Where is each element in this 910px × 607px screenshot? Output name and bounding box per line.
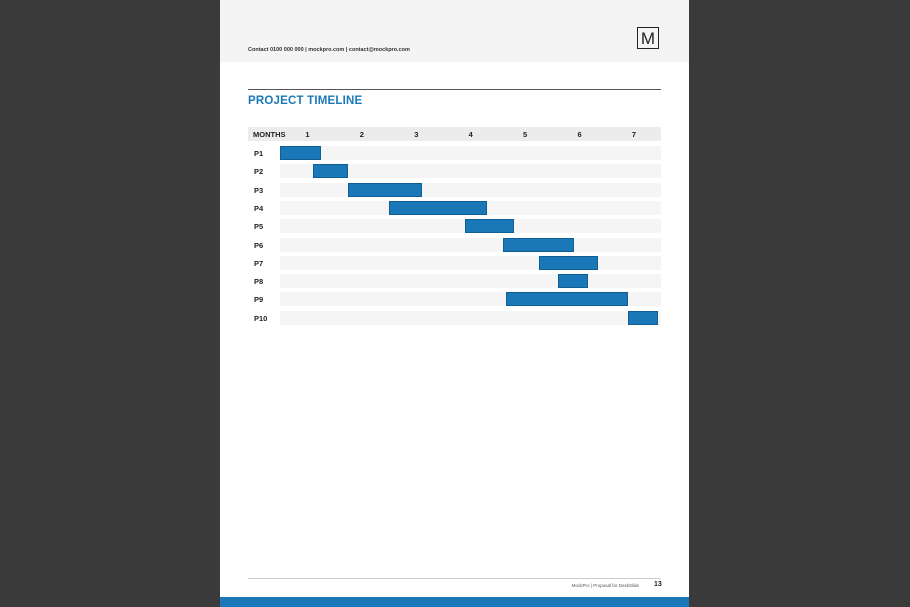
month-tick-7: 7 xyxy=(631,130,637,139)
task-bar-p5 xyxy=(465,219,514,233)
task-bar-p6 xyxy=(503,238,574,252)
task-label-p9: P9 xyxy=(254,295,264,305)
timeline-row-band xyxy=(280,274,661,288)
task-bar-p9 xyxy=(506,292,628,306)
month-tick-4: 4 xyxy=(468,130,473,139)
task-bar-p3 xyxy=(348,183,421,197)
timeline-row-band xyxy=(280,146,661,160)
timeline-row-band xyxy=(280,238,661,252)
document-page xyxy=(220,0,689,607)
task-label-p1: P1 xyxy=(254,149,264,158)
task-label-p7: P7 xyxy=(254,258,264,268)
page-number: 13 xyxy=(654,581,662,588)
header-band xyxy=(220,0,689,62)
task-bar-p2 xyxy=(313,164,348,178)
timeline-row-band xyxy=(280,256,661,270)
project-timeline-chart xyxy=(248,127,661,327)
task-label-p5: P5 xyxy=(254,222,264,232)
month-tick-5: 5 xyxy=(523,130,528,139)
task-bar-p8 xyxy=(558,274,588,288)
month-tick-3: 3 xyxy=(414,130,419,139)
months-header-row xyxy=(248,127,661,141)
contact-info: Contact 0100 000 000 | mockpro.com | contact@mockpro.com xyxy=(248,47,410,53)
brand-logo: M xyxy=(637,27,659,49)
task-label-p10: P10 xyxy=(254,313,268,323)
task-label-p3: P3 xyxy=(254,185,264,195)
task-bar-p7 xyxy=(539,256,599,270)
task-label-p4: P4 xyxy=(254,203,264,213)
task-bar-p1 xyxy=(280,146,321,160)
month-tick-2: 2 xyxy=(359,130,364,139)
task-label-p2: P2 xyxy=(254,167,264,177)
page-title: PROJECT TIMELINE xyxy=(248,95,363,107)
title-divider xyxy=(248,89,661,90)
timeline-row-band xyxy=(280,183,661,197)
task-label-p8: P8 xyxy=(254,277,264,287)
task-label-p6: P6 xyxy=(254,240,264,250)
months-axis-label: MONTHS xyxy=(253,130,286,139)
footer-band xyxy=(220,597,689,607)
month-tick-1: 1 xyxy=(305,130,310,139)
footer-text: MockPro | Proposal for DeskSlide xyxy=(571,583,639,588)
month-tick-6: 6 xyxy=(577,130,582,139)
timeline-row-band xyxy=(280,311,661,325)
task-bar-p10 xyxy=(628,311,658,325)
footer-divider xyxy=(248,578,661,579)
task-bar-p4 xyxy=(389,201,487,215)
